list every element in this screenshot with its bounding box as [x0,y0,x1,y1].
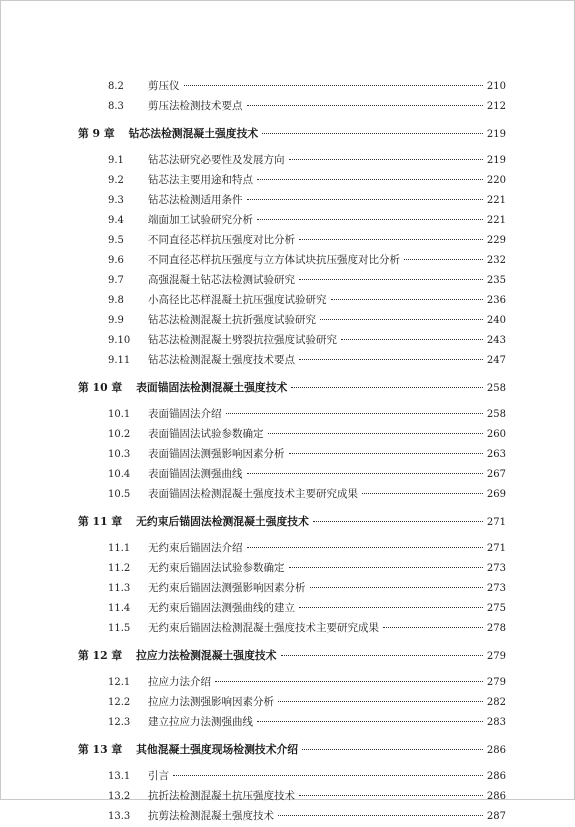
section-number: 13.1 [108,771,131,782]
dot-leader [289,452,483,454]
page-number: 271 [486,543,506,554]
toc-section-row [78,464,506,484]
page-number: 258 [486,383,506,394]
section-number: 12.1 [108,677,131,688]
section-title: 小高径比芯样混凝土抗压强度试验研究 [148,294,327,306]
page-number: 279 [486,677,506,688]
toc-chapter-row [78,646,506,666]
page-number: 286 [486,745,506,756]
dot-leader [331,298,483,300]
page-number: 267 [486,469,506,480]
dot-leader [320,318,483,320]
toc-section-row [78,310,506,330]
section-title: 剪压仪 [148,80,180,92]
table-of-contents [78,76,506,826]
dot-leader [281,654,483,656]
page-number: 275 [486,603,506,614]
dot-leader [302,748,483,750]
dot-leader [184,84,483,86]
dot-leader [257,218,483,220]
section-number: 9.10 [108,335,131,346]
section-number: 11.5 [108,623,131,634]
toc-section-row [78,96,506,116]
section-number: 10.4 [108,469,131,480]
section-number: 9.4 [108,215,124,226]
toc-section-row [78,404,506,424]
toc-section-row [78,692,506,712]
chapter-number: 第 11 章 [78,515,123,528]
toc-section-row [78,210,506,230]
dot-leader [278,700,483,702]
section-number: 11.4 [108,603,131,614]
page-number: 240 [486,315,506,326]
section-number: 13.3 [108,811,131,822]
page-number: 286 [486,771,506,782]
toc-section-row [78,806,506,826]
toc-section-row [78,598,506,618]
dot-leader [383,626,483,628]
toc-section-row [78,230,506,250]
toc-section-row [78,190,506,210]
chapter-title: 其他混凝土强度现场检测技术介绍 [136,743,299,756]
dot-leader [247,198,483,200]
section-title: 端面加工试验研究分析 [148,214,253,226]
page-number: 229 [486,235,506,246]
page-number: 210 [486,81,506,92]
dot-leader [299,278,483,280]
section-title: 钻芯法检测混凝土抗折强度试验研究 [148,314,316,326]
dot-leader [313,520,483,522]
section-title: 表面锚固法介绍 [148,408,222,420]
page-number: 263 [486,449,506,460]
section-title: 拉应力法介绍 [148,676,211,688]
dot-leader [257,720,483,722]
section-number: 9.3 [108,195,124,206]
section-title: 无约束后锚固法试验参数确定 [148,562,285,574]
page-number: 221 [486,195,506,206]
toc-chapter-row [78,124,506,144]
section-number: 8.2 [108,81,124,92]
toc-section-row [78,170,506,190]
section-title: 钻芯法检测混凝土强度技术要点 [148,354,295,366]
dot-leader [262,132,483,134]
dot-leader [289,158,483,160]
section-title: 不同直径芯样抗压强度对比分析 [148,234,295,246]
page-number: 271 [486,517,506,528]
section-title: 拉应力法测强影响因素分析 [148,696,274,708]
section-number: 11.3 [108,583,131,594]
page-number: 273 [486,583,506,594]
toc-section-row [78,558,506,578]
dot-leader [341,338,483,340]
section-title: 表面锚固法测强影响因素分析 [148,448,285,460]
toc-section-row [78,484,506,504]
section-number: 11.2 [108,563,131,574]
dot-leader [173,774,483,776]
dot-leader [226,412,483,414]
dot-leader [299,358,483,360]
page-number: 260 [486,429,506,440]
section-title: 表面锚固法测强曲线 [148,468,243,480]
page-number: 247 [486,355,506,366]
page-number: 273 [486,563,506,574]
toc-section-row [78,578,506,598]
chapter-title: 钻芯法检测混凝土强度技术 [128,127,259,140]
section-number: 10.2 [108,429,131,440]
dot-leader [291,386,483,388]
section-title: 抗剪法检测混凝土强度技术 [148,810,274,822]
section-title: 高强混凝土钻芯法检测试验研究 [148,274,295,286]
page-number: 221 [486,215,506,226]
section-number: 9.9 [108,315,124,326]
chapter-number: 第 9 章 [78,127,115,140]
section-number: 9.5 [108,235,124,246]
toc-section-row [78,76,506,96]
section-title: 无约束后锚固法测强曲线的建立 [148,602,295,614]
toc-chapter-row [78,512,506,532]
dot-leader [310,586,483,588]
toc-chapter-row [78,378,506,398]
section-number: 9.11 [108,355,131,366]
section-number: 8.3 [108,101,124,112]
page-number: 232 [486,255,506,266]
toc-section-row [78,250,506,270]
section-title: 钻芯法检测混凝土劈裂抗拉强度试验研究 [148,334,337,346]
section-number: 10.1 [108,409,131,420]
section-number: 9.2 [108,175,124,186]
section-number: 9.7 [108,275,124,286]
page-number: 212 [486,101,506,112]
chapter-number: 第 13 章 [78,743,123,756]
toc-section-row [78,270,506,290]
section-title: 无约束后锚固法测强影响因素分析 [148,582,306,594]
page-number: 278 [486,623,506,634]
page-number: 219 [486,155,506,166]
toc-chapter-row [78,740,506,760]
dot-leader [257,178,483,180]
toc-section-row [78,330,506,350]
section-title: 建立拉应力法测强曲线 [148,716,253,728]
dot-leader [404,258,483,260]
dot-leader [247,546,483,548]
page-number: 220 [486,175,506,186]
page-number: 287 [486,811,506,822]
section-title: 表面锚固法检测混凝土强度技术主要研究成果 [148,488,358,500]
toc-section-row [78,290,506,310]
section-title: 无约束后锚固法介绍 [148,542,243,554]
dot-leader [215,680,483,682]
section-number: 11.1 [108,543,131,554]
section-number: 10.3 [108,449,131,460]
page-number: 236 [486,295,506,306]
chapter-title: 无约束后锚固法检测混凝土强度技术 [136,515,309,528]
toc-section-row [78,672,506,692]
toc-section-row [78,150,506,170]
page-number: 269 [486,489,506,500]
dot-leader [362,492,483,494]
section-number: 12.2 [108,697,131,708]
page-number: 235 [486,275,506,286]
dot-leader [247,104,483,106]
section-title: 不同直径芯样抗压强度与立方体试块抗压强度对比分析 [148,254,400,266]
dot-leader [299,794,483,796]
section-title: 钻芯法主要用途和特点 [148,174,253,186]
section-number: 9.6 [108,255,124,266]
section-title: 引言 [148,770,169,782]
dot-leader [278,814,483,816]
page-number: 286 [486,791,506,802]
section-number: 13.2 [108,791,131,802]
section-number: 12.3 [108,717,131,728]
section-title: 表面锚固法试验参数确定 [148,428,264,440]
toc-section-row [78,712,506,732]
toc-section-row [78,444,506,464]
toc-section-row [78,424,506,444]
section-title: 抗折法检测混凝土抗压强度技术 [148,790,295,802]
section-title: 钻芯法研究必要性及发展方向 [148,154,285,166]
dot-leader [299,606,483,608]
chapter-title: 拉应力法检测混凝土强度技术 [136,649,277,662]
chapter-number: 第 12 章 [78,649,123,662]
page-number: 258 [486,409,506,420]
section-title: 剪压法检测技术要点 [148,100,243,112]
toc-section-row [78,766,506,786]
page-number: 283 [486,717,506,728]
page-number: 282 [486,697,506,708]
toc-section-row [78,350,506,370]
toc-section-row [78,618,506,638]
toc-section-row [78,786,506,806]
toc-section-row [78,538,506,558]
section-title: 钻芯法检测适用条件 [148,194,243,206]
section-number: 10.5 [108,489,131,500]
chapter-title: 表面锚固法检测混凝土强度技术 [136,381,288,394]
dot-leader [289,566,483,568]
page-number: 279 [486,651,506,662]
section-title: 无约束后锚固法检测混凝土强度技术主要研究成果 [148,622,379,634]
dot-leader [247,472,483,474]
section-number: 9.1 [108,155,124,166]
page-number: 219 [486,129,506,140]
dot-leader [299,238,483,240]
chapter-number: 第 10 章 [78,381,123,394]
section-number: 9.8 [108,295,124,306]
dot-leader [268,432,483,434]
page-number: 243 [486,335,506,346]
